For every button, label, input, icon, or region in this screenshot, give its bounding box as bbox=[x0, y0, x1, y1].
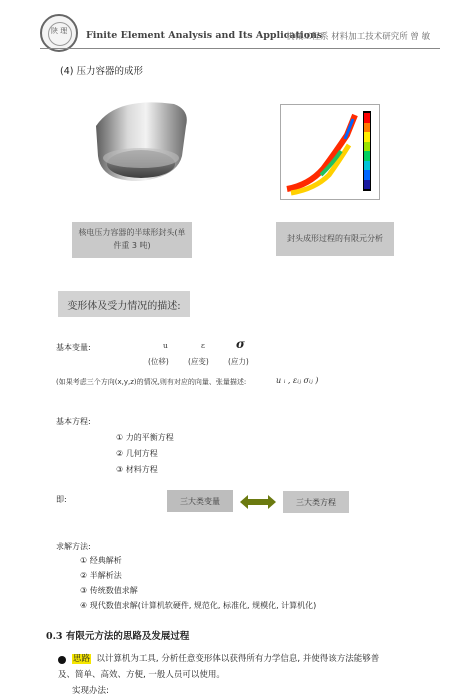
description-banner: 变形体及受力情况的描述: bbox=[58, 291, 190, 317]
header-divider bbox=[40, 48, 440, 49]
solution-methods-label: 求解方法: bbox=[56, 542, 91, 551]
name-stress: (应力) bbox=[228, 357, 249, 366]
name-displacement: (位移) bbox=[148, 357, 169, 366]
section-heading: 0.3 有限元方法的思路及发展过程 bbox=[46, 631, 190, 642]
method-item: ② 半解析法 bbox=[80, 571, 122, 580]
fea-color-legend bbox=[364, 113, 370, 189]
vector-tensor-symbols: u ᵢ , εᵢⱼ σᵢⱼ ) bbox=[276, 376, 319, 385]
pressure-vessel-image bbox=[86, 86, 196, 196]
symbol-sigma: σ bbox=[236, 337, 245, 351]
logo-text: 陕 理 bbox=[51, 27, 68, 35]
idea-line-2: 及、简单、高效、方便, 一般人员可以使用。 bbox=[58, 670, 225, 680]
idea-line-1 bbox=[72, 651, 379, 668]
method-item: ③ 传统数值求解 bbox=[80, 586, 138, 595]
method-item: ④ 现代数值求解(计算机软硬件, 规范化, 标准化, 规模化, 计算机化) bbox=[80, 601, 317, 610]
basic-equations-label: 基本方程: bbox=[56, 417, 91, 426]
equation-item: ③ 材料方程 bbox=[116, 465, 158, 474]
section-title: (4) 压力容器的成形 bbox=[60, 66, 143, 77]
symbol-epsilon: ε bbox=[201, 341, 205, 350]
header-title: Finite Element Analysis and Its Applications bbox=[86, 30, 323, 41]
basic-variables-label: 基本变量: bbox=[56, 343, 91, 352]
figure-caption-right: 封头成形过程的有限元分析 bbox=[276, 222, 394, 256]
equation-item: ② 几何方程 bbox=[116, 449, 158, 458]
variables-box: 三大类变量 bbox=[167, 490, 233, 512]
header-department: 机械工程系 材料加工技术研究所 曾 敏 bbox=[286, 32, 431, 42]
diagram-label: 即: bbox=[56, 495, 67, 504]
name-strain: (应变) bbox=[188, 357, 209, 366]
implementation-label: 实现办法: bbox=[72, 686, 109, 696]
idea-highlight: 思路 bbox=[73, 654, 91, 664]
equations-box: 三大类方程 bbox=[283, 491, 349, 513]
vector-tensor-note: (如果考虑三个方向(x,y,z)的情况,则有对应的向量、张量描述: bbox=[56, 378, 247, 386]
bullet-icon bbox=[58, 656, 66, 664]
idea-text-1: 以计算机为工具, 分析任意变形体以获得所有力学信息, 并使得该方法能够普 bbox=[96, 654, 380, 664]
figure-caption-left: 核电压力容器的半球形封头(单件重 3 吨) bbox=[72, 222, 192, 258]
university-logo bbox=[40, 14, 78, 52]
equation-item: ① 力的平衡方程 bbox=[116, 433, 174, 442]
fea-simulation-image bbox=[280, 104, 380, 200]
symbol-u: u bbox=[163, 341, 168, 350]
method-item: ① 经典解析 bbox=[80, 556, 122, 565]
double-arrow-icon bbox=[240, 494, 276, 508]
